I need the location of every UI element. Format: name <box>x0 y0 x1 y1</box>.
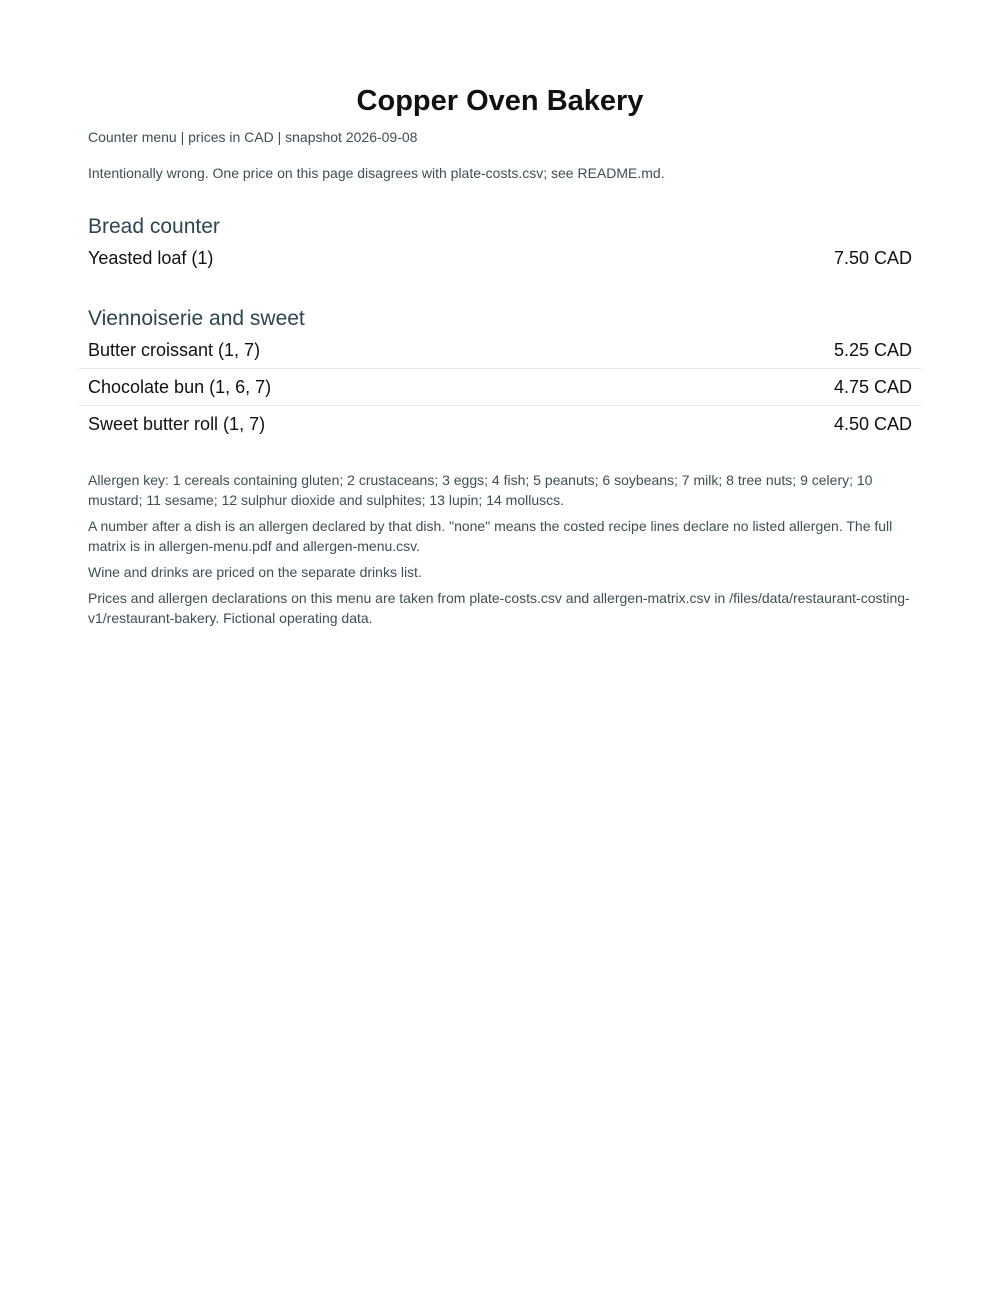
menu-item-price: 4.50 CAD <box>833 413 912 434</box>
menu-item <box>79 240 921 276</box>
menu-item-price: 5.25 CAD <box>833 339 912 360</box>
menu-item-price: 7.50 CAD <box>833 247 912 268</box>
menu-item-name: Yeasted loaf (1) <box>88 247 214 268</box>
drinks-note: Wine and drinks are priced on the separate drinks list. <box>88 564 422 580</box>
menu-item-name: Sweet butter roll (1, 7) <box>88 413 266 434</box>
menu-item-name: Butter croissant (1, 7) <box>88 339 261 360</box>
menu-item-name: Chocolate bun (1, 6, 7) <box>88 376 272 397</box>
allergen-explanation: A number after a dish is an allergen declared by that dish. "none" means the costed recipe lines declare no listed allergen. The full matrix is in allergen-menu.pdf and allergen-menu.csv. <box>88 518 893 554</box>
menu-item <box>79 369 921 406</box>
section-viennoiserie-and-sweet <box>88 306 912 442</box>
menu-list <box>88 332 912 442</box>
menu-item-price: 4.75 CAD <box>833 376 912 397</box>
accuracy-notice: Intentionally wrong. One price on this page disagrees with plate-costs.csv; see README.md. <box>88 165 665 181</box>
menu-subtitle: Counter menu | prices in CAD | snapshot 2026-09-08 <box>88 129 418 145</box>
menu-item <box>79 406 921 442</box>
menu-item <box>79 332 921 369</box>
footer-notes <box>88 470 912 628</box>
section-heading: Viennoiserie and sweet <box>88 307 305 330</box>
section-bread-counter <box>88 214 912 276</box>
page-title: Copper Oven Bakery <box>356 85 644 117</box>
menu-list <box>88 240 912 276</box>
source-note: Prices and allergen declarations on this menu are taken from plate-costs.csv and allergen-matrix.csv in /files/data/restaurant-costing-v1/restaurant-bakery. Fictional operating data. <box>88 590 910 626</box>
section-heading: Bread counter <box>88 215 220 238</box>
allergen-key: Allergen key: 1 cereals containing gluten; 2 crustaceans; 3 eggs; 4 fish; 5 peanuts; 6 soybeans; 7 milk; 8 tree nuts; 9 celery; 10 mustard; 11 sesame; 12 sulphur dioxide and sulphites; 13 lupin; 14 molluscs. <box>88 472 873 508</box>
